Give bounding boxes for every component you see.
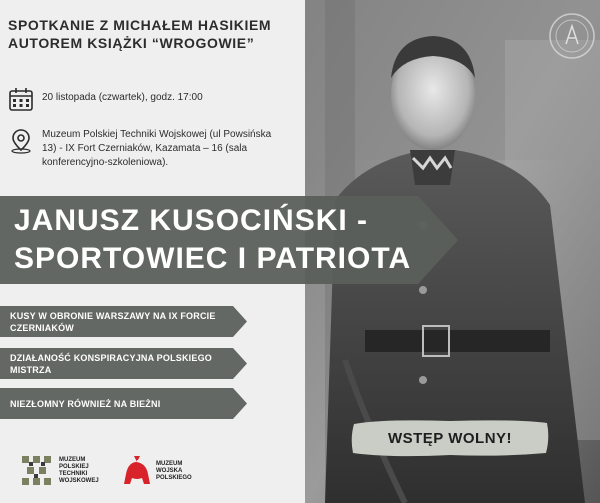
- headline-line-1: SPOTKANIE Z MICHAŁEM HASIKIEM: [8, 17, 272, 33]
- title-line-2: SPORTOWIEC I PATRIOTA: [14, 242, 412, 275]
- location-pin-icon: [8, 128, 34, 154]
- mptw-logo-text: MUZEUM POLSKIEJ TECHNIKI WOJSKOWEJ: [59, 457, 99, 484]
- topic-tag-2: [0, 348, 247, 379]
- location-line-1: Muzeum Polskiej Techniki Wojskowej (ul Powsińska: [42, 129, 272, 140]
- topic-tag-text: KUSY W OBRONIE WARSZAWY NA IX FORCIE CZERNIAKÓW: [10, 310, 216, 333]
- mptw-logo: [20, 454, 99, 488]
- headline-line-2: AUTOREM KSIĄŻKI “WROGOWIE”: [8, 35, 255, 51]
- mptw-logo-mark: [20, 454, 54, 488]
- helmet-logo-icon: [122, 454, 152, 488]
- event-headline: [8, 16, 303, 52]
- free-entry-badge: [350, 418, 550, 458]
- event-date: [8, 86, 203, 112]
- mwp-logo-text: MUZEUM WOJSKA POLSKIEGO: [156, 460, 192, 481]
- title-banner: [0, 196, 458, 284]
- location-line-2: 13) - IX Fort Czerniaków, Kazamata – 16 (sala: [42, 143, 248, 154]
- topic-tag-1: [0, 306, 247, 337]
- mwp-logo: [122, 454, 192, 488]
- topic-tag-3: [0, 388, 247, 419]
- topic-tag-text: NIEZŁOMNY RÓWNIEŻ NA BIEŻNI: [10, 398, 161, 409]
- watermark-seal: [548, 12, 596, 60]
- event-location-text: [42, 128, 271, 170]
- title-line-1: JANUSZ KUSOCIŃSKI -: [14, 204, 369, 237]
- free-entry-label: WSTĘP WOLNY!: [387, 429, 513, 447]
- location-line-3: konferencyjno-szkoleniowa).: [42, 157, 169, 168]
- topic-tag-text: DZIAŁANOŚĆ KONSPIRACYJNA POLSKIEGO MISTRZA: [10, 352, 212, 375]
- event-date-text: 20 listopada (czwartek), godz. 17:00: [42, 92, 203, 103]
- event-location: [8, 128, 271, 170]
- calendar-icon: [8, 86, 34, 112]
